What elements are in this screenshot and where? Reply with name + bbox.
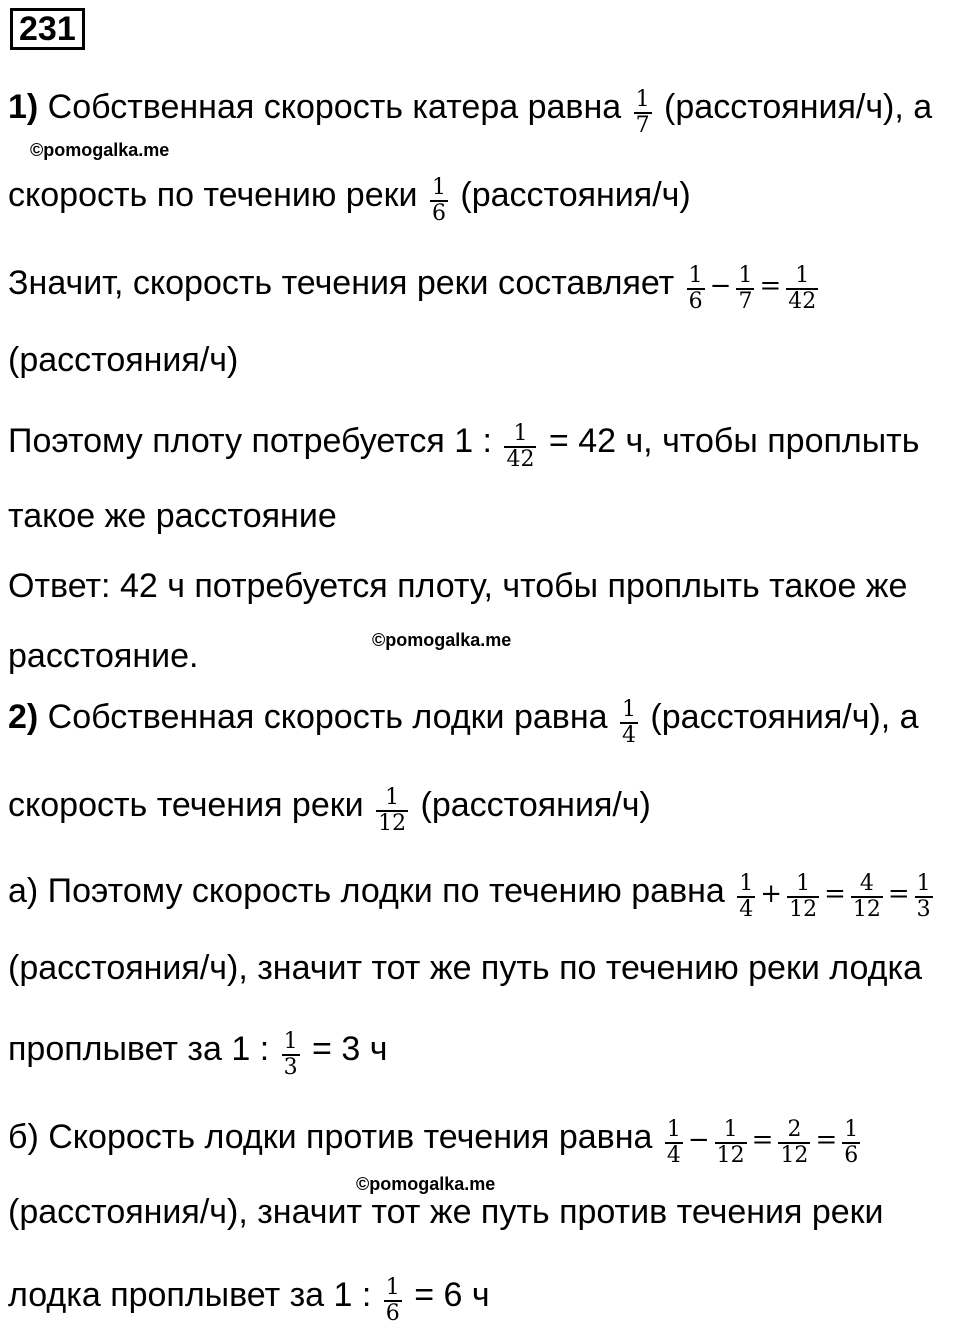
part2-line-b1 bbox=[8, 1114, 863, 1168]
part2-line-a3 bbox=[8, 1026, 388, 1080]
part1-line-7: Ответ: 42 ч потребуется плоту, чтобы проплыть такое же bbox=[8, 567, 908, 605]
part1-line-2 bbox=[8, 172, 691, 226]
part2-b3-tail: = 6 ч bbox=[404, 1275, 490, 1314]
part1-label: 1) bbox=[8, 87, 39, 126]
fraction: $\frac{1}{12}$ bbox=[378, 785, 407, 836]
fraction: $\frac{1}{6}$ bbox=[431, 175, 446, 226]
operator: = bbox=[751, 1124, 774, 1155]
part1-line-8: расстояние. bbox=[8, 637, 199, 675]
fraction: $\frac{1}{42}$ bbox=[506, 421, 535, 472]
fraction: $\frac{2}{12}$ bbox=[780, 1117, 809, 1168]
operator: = bbox=[759, 270, 782, 301]
fraction: $\frac{1}{12}$ bbox=[716, 1117, 745, 1168]
part2-line-a1 bbox=[8, 868, 936, 922]
part1-line-5 bbox=[8, 418, 920, 472]
operator: + bbox=[760, 878, 783, 909]
fraction: $\frac{4}{12}$ bbox=[852, 871, 881, 922]
fraction: $\frac{1}{4}$ bbox=[621, 697, 636, 748]
operator: − bbox=[709, 270, 732, 301]
watermark-2: ©pomogalka.me bbox=[372, 630, 512, 650]
part2-a3-tail: = 3 ч bbox=[302, 1029, 388, 1068]
operator: = bbox=[824, 878, 846, 909]
part1-l2-tail: (расстояния/ч) bbox=[450, 175, 691, 214]
problem-number: 231 bbox=[10, 8, 85, 50]
part1-l1-text: Собственная скорость катера равна bbox=[38, 87, 631, 126]
watermark-1: ©pomogalka.me bbox=[30, 140, 170, 160]
fraction: $\frac{1}{3}$ bbox=[916, 871, 931, 922]
part1-line-1 bbox=[8, 84, 933, 138]
part2-l2-tail: (расстояния/ч) bbox=[411, 785, 651, 824]
part1-line-4: (расстояния/ч) bbox=[8, 341, 239, 379]
operator: = bbox=[815, 1124, 838, 1155]
part2-line-2 bbox=[8, 782, 651, 836]
part1-l5-text: Поэтому плоту потребуется 1 : bbox=[8, 421, 502, 460]
fraction: $\frac{1}{6}$ bbox=[688, 263, 703, 314]
watermark-3: ©pomogalka.me bbox=[356, 1174, 496, 1194]
part2-l1-text: Собственная скорость лодки равна bbox=[38, 697, 617, 736]
part1-l5-tail: = 42 ч, чтобы проплыть bbox=[539, 421, 920, 460]
operator: − bbox=[687, 1124, 710, 1155]
part2-line-b3 bbox=[8, 1272, 490, 1326]
part2-line-a2: (расстояния/ч), значит тот же путь по течению реки лодка bbox=[8, 949, 923, 987]
part2-l2-text: скорость течения реки bbox=[8, 785, 374, 824]
part2-line-1 bbox=[8, 694, 919, 748]
part1-l3-text: Значит, скорость течения реки составляет bbox=[8, 263, 684, 302]
part1-l2-text: скорость по течению реки bbox=[8, 175, 427, 214]
fraction: $\frac{1}{42}$ bbox=[788, 263, 817, 314]
fraction: $\frac{1}{6}$ bbox=[844, 1117, 859, 1168]
fraction: $\frac{1}{7}$ bbox=[635, 87, 650, 138]
fraction: $\frac{1}{6}$ bbox=[385, 1275, 400, 1326]
part2-a3-text: проплывет за 1 : bbox=[8, 1029, 279, 1068]
part2-l1-tail: (расстояния/ч), а bbox=[640, 697, 919, 736]
part1-line-6: такое же расстояние bbox=[8, 497, 337, 535]
fraction: $\frac{1}{12}$ bbox=[789, 871, 818, 922]
fraction: $\frac{1}{7}$ bbox=[738, 263, 753, 314]
part2-a1-text: а) Поэтому скорость лодки по течению равна bbox=[8, 871, 735, 910]
part1-l1-tail: (расстояния/ч), а bbox=[654, 87, 933, 126]
fraction: $\frac{1}{3}$ bbox=[283, 1029, 298, 1080]
fraction: $\frac{1}{4}$ bbox=[666, 1117, 681, 1168]
operator: = bbox=[887, 878, 910, 909]
part2-line-b2: (расстояния/ч), значит тот же путь против течения реки bbox=[8, 1193, 884, 1231]
part2-label: 2) bbox=[8, 697, 39, 736]
part2-b1-text: б) Скорость лодки против течения равна bbox=[8, 1117, 662, 1156]
part1-line-3 bbox=[8, 260, 821, 314]
part2-b3-text: лодка проплывет за 1 : bbox=[8, 1275, 381, 1314]
fraction: $\frac{1}{4}$ bbox=[739, 871, 754, 922]
